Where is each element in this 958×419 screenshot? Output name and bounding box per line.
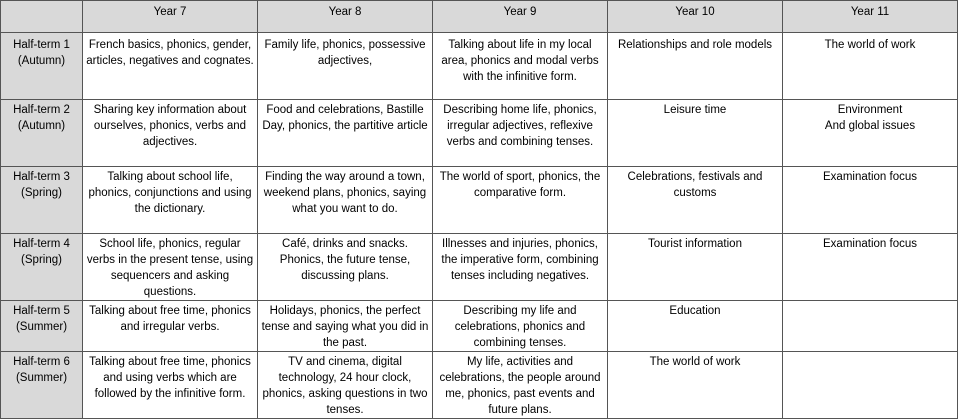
row-header-half-term-2 <box>1 100 83 167</box>
term-label: Half-term 5 <box>13 305 70 317</box>
header-row <box>1 1 958 33</box>
table-cell: Illnesses and injuries, phonics, the imperative form, combining tenses including negatives. <box>433 234 608 301</box>
term-label: Half-term 6 <box>13 356 70 368</box>
table-cell: The world of work <box>608 352 783 419</box>
cell-line: Environment <box>837 104 903 116</box>
row-header-half-term-6 <box>1 352 83 419</box>
table-row <box>1 100 958 167</box>
table-cell: TV and cinema, digital technology, 24 hour clock, phonics, asking questions in two tenses. <box>258 352 433 419</box>
table-cell <box>783 352 958 419</box>
table-cell: Describing my life and celebrations, phonics and combining tenses. <box>433 301 608 352</box>
table-cell: Family life, phonics, possessive adjectives, <box>258 33 433 100</box>
table-cell: Finding the way around a town, weekend plans, phonics, saying what you want to do. <box>258 167 433 234</box>
table-cell <box>783 100 958 167</box>
table-cell: Sharing key information about ourselves, phonics, verbs and adjectives. <box>83 100 258 167</box>
table-cell: Leisure time <box>608 100 783 167</box>
table-cell: Examination focus <box>783 167 958 234</box>
table-cell: Tourist information <box>608 234 783 301</box>
table-cell: Food and celebrations, Bastille Day, phonics, the partitive article <box>258 100 433 167</box>
table-cell: The world of sport, phonics, the comparative form. <box>433 167 608 234</box>
table-cell: Describing home life, phonics, irregular adjectives, reflexive verbs and combining tenses. <box>433 100 608 167</box>
table-cell: Talking about free time, phonics and irregular verbs. <box>83 301 258 352</box>
row-header-half-term-4 <box>1 234 83 301</box>
table-cell: Café, drinks and snacks. Phonics, the future tense, discussing plans. <box>258 234 433 301</box>
term-season: (Autumn) <box>17 55 66 67</box>
table-row <box>1 167 958 234</box>
table-row <box>1 234 958 301</box>
row-header-half-term-1 <box>1 33 83 100</box>
term-label: Half-term 2 <box>13 104 70 116</box>
table-cell: Celebrations, festivals and customs <box>608 167 783 234</box>
corner-cell <box>1 1 83 33</box>
table-row <box>1 352 958 419</box>
term-label: Half-term 3 <box>13 171 70 183</box>
term-season: (Autumn) <box>17 120 66 132</box>
term-season: (Spring) <box>21 254 62 266</box>
table-row <box>1 301 958 352</box>
table-cell: Talking about life in my local area, phonics and modal verbs with the infinitive form. <box>433 33 608 100</box>
table-cell: French basics, phonics, gender, articles, negatives and cognates. <box>83 33 258 100</box>
column-header-year-8: Year 8 <box>258 1 433 33</box>
table-cell <box>783 301 958 352</box>
row-header-half-term-3 <box>1 167 83 234</box>
table-cell: The world of work <box>783 33 958 100</box>
table-cell: Relationships and role models <box>608 33 783 100</box>
term-label: Half-term 1 <box>13 39 70 51</box>
column-header-year-7: Year 7 <box>83 1 258 33</box>
column-header-year-11: Year 11 <box>783 1 958 33</box>
table-cell: Holidays, phonics, the perfect tense and saying what you did in the past. <box>258 301 433 352</box>
term-season: (Summer) <box>15 372 68 384</box>
cell-line: And global issues <box>824 120 916 132</box>
term-label: Half-term 4 <box>13 238 70 250</box>
table-cell: Education <box>608 301 783 352</box>
table-cell: Talking about free time, phonics and using verbs which are followed by the infinitive form. <box>83 352 258 419</box>
table-cell: School life, phonics, regular verbs in the present tense, using sequencers and asking questions. <box>83 234 258 301</box>
row-header-half-term-5 <box>1 301 83 352</box>
table-cell: Talking about school life, phonics, conjunctions and using the dictionary. <box>83 167 258 234</box>
table-row <box>1 33 958 100</box>
table-cell: Examination focus <box>783 234 958 301</box>
column-header-year-9: Year 9 <box>433 1 608 33</box>
table-cell: My life, activities and celebrations, the people around me, phonics, past events and future plans. <box>433 352 608 419</box>
column-header-year-10: Year 10 <box>608 1 783 33</box>
term-season: (Summer) <box>15 321 68 333</box>
term-season: (Spring) <box>21 187 62 199</box>
